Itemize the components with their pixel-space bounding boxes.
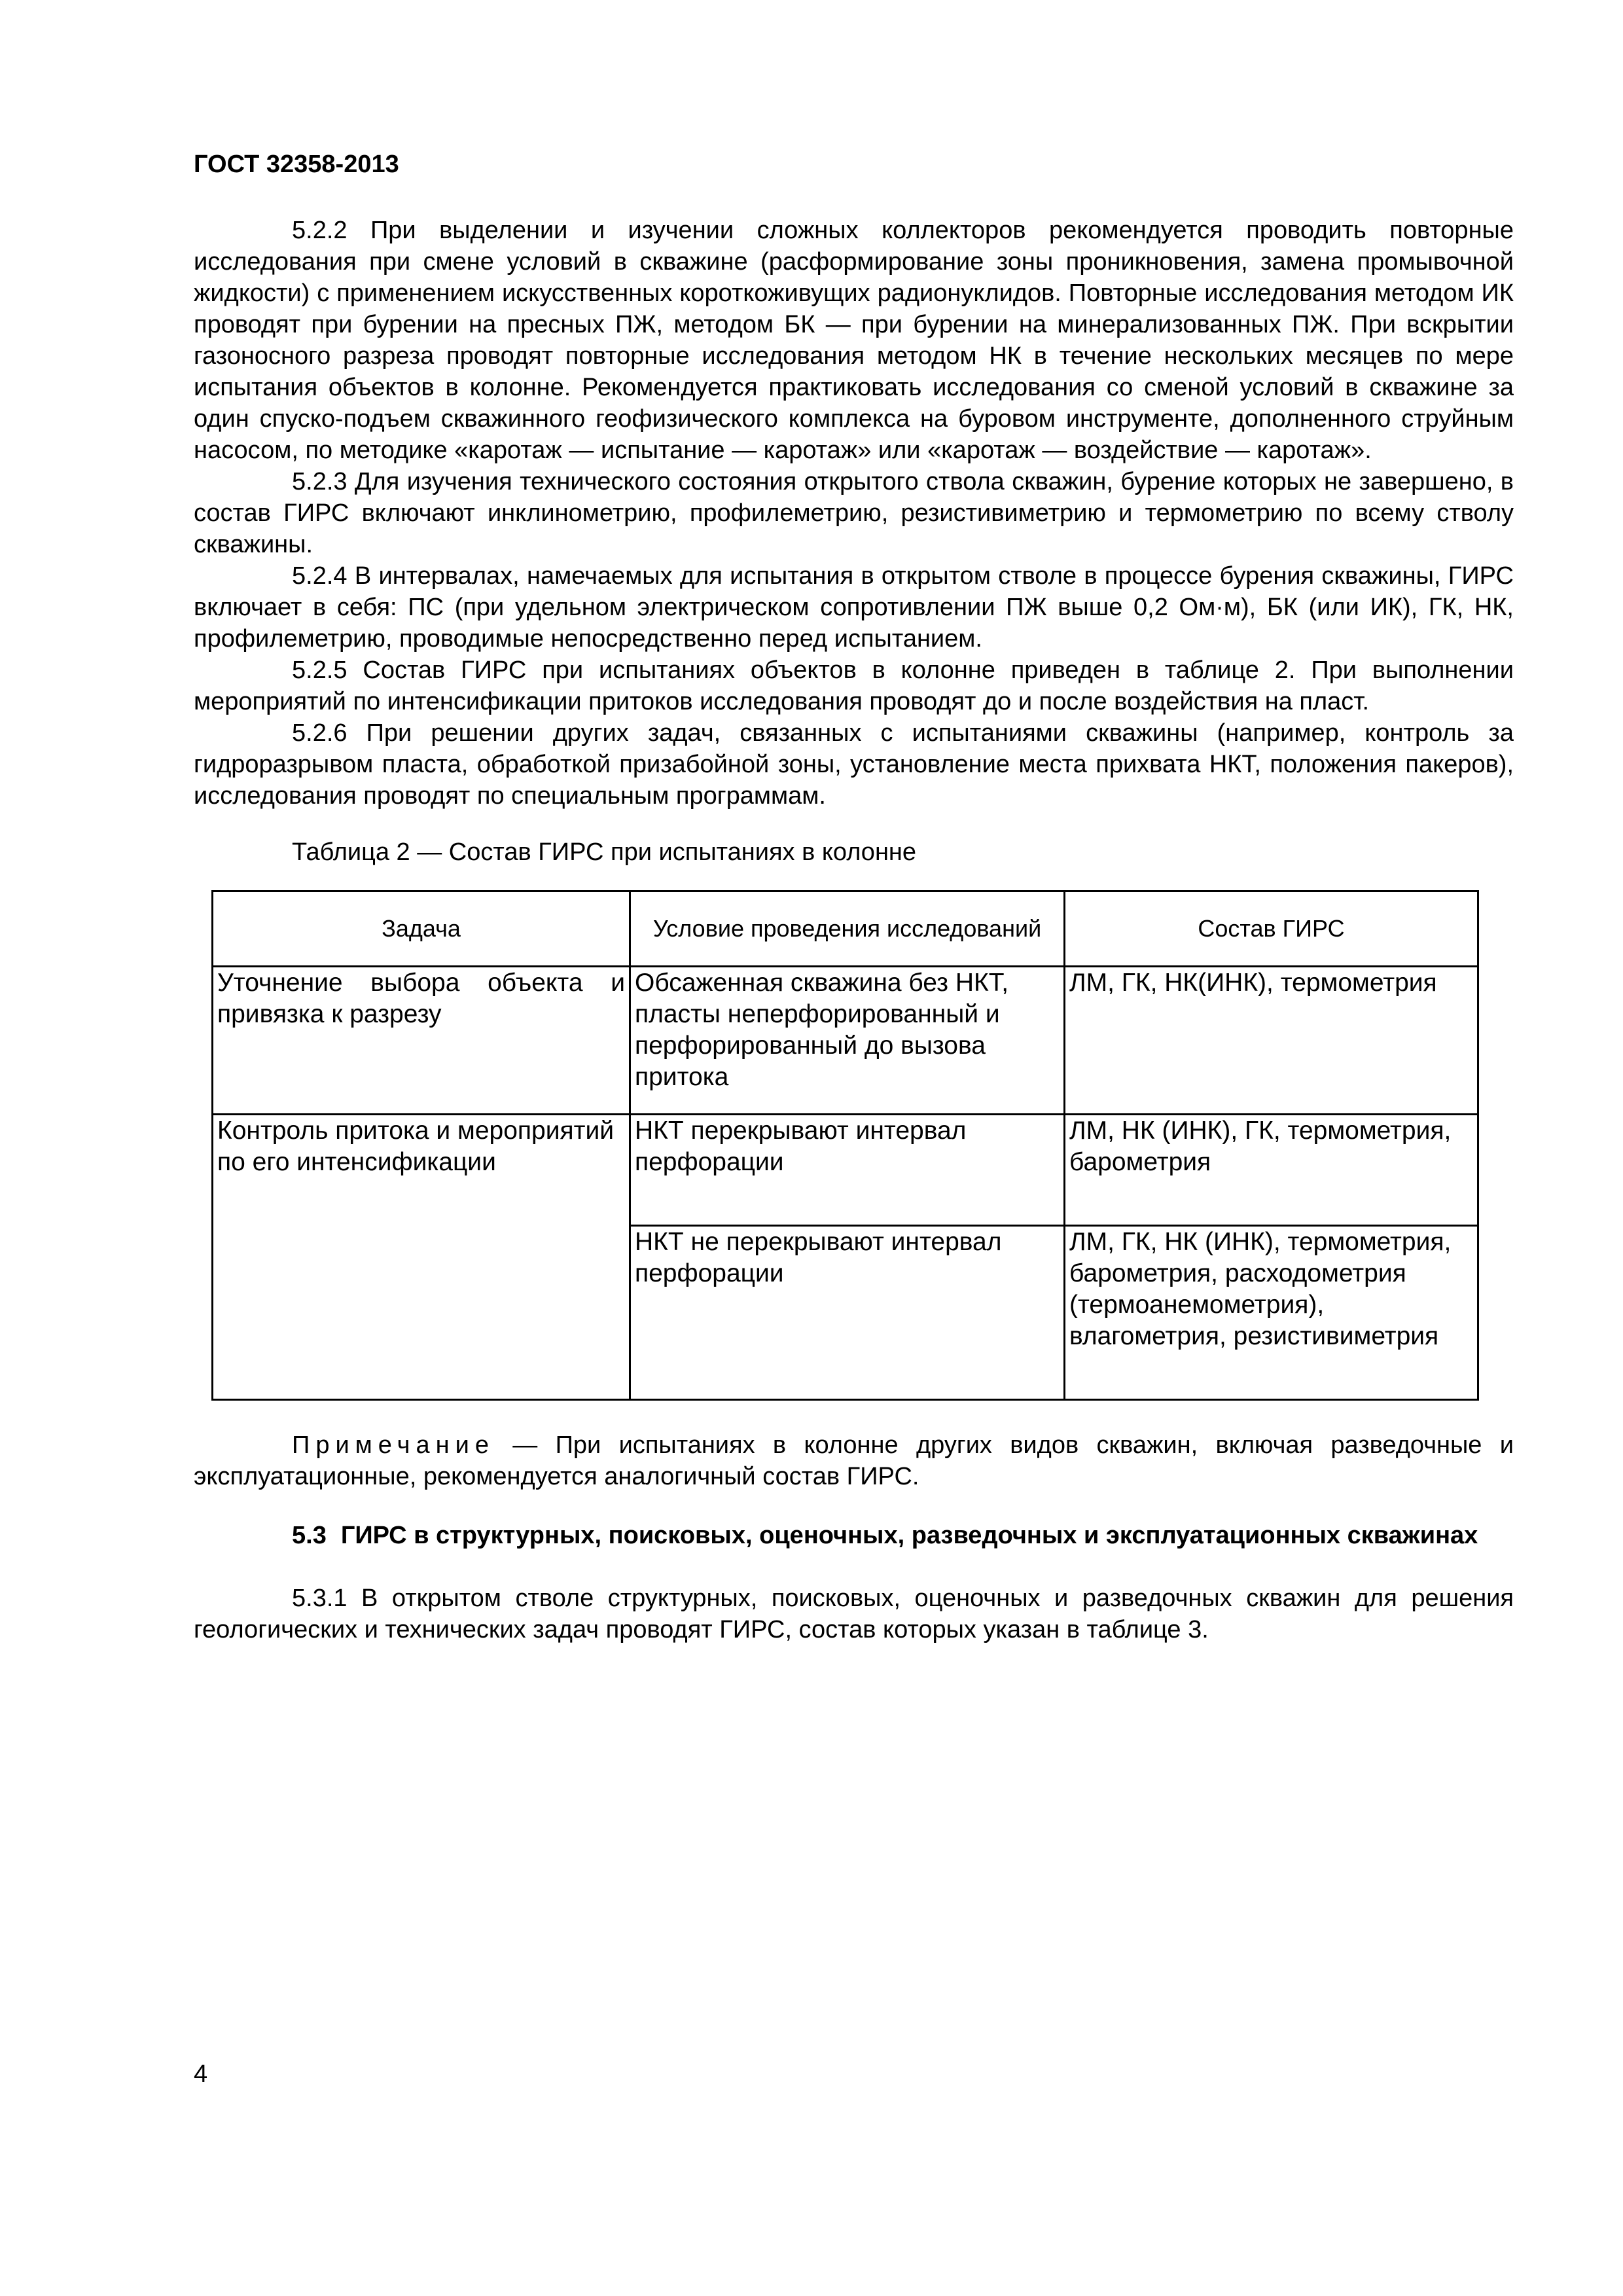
condition-cell: НКТ перекрывают интервал перфорации [630,1115,1065,1226]
condition-cell: НКТ не перекрывают интервал перфорации [630,1226,1065,1400]
section-heading [194,1520,1514,1551]
composition-cell: ЛМ, ГК, НК(ИНК), термометрия [1065,967,1478,1115]
composition-cell: ЛМ, НК (ИНК), ГК, термометрия, барометрия [1065,1115,1478,1226]
condition-cell: Обсаженная скважина без НКТ, пласты неперфорированный и перфорированный до вызова притока [630,967,1065,1115]
paragraph-5-2-2: 5.2.2 При выделении и изучении сложных коллекторов рекомендуется проводить повторные исследования при смене условий в скважине (расформирование зоны проникновения, замена промывочной жидкости) с применением искусственных короткоживущих радионуклидов. Повторные исследования методом ИК проводят при бурении на пресных ПЖ, методом БК — при бурении на минерализованных ПЖ. При вскрытии газоносного разреза проводят повторные исследования методом НК в течение нескольких месяцев по мере испытания объектов в колонне. Рекомендуется практиковать исследования со сменой условий в скважине за один спуско-подъем скважинного геофизического комплекса на буровом инструменте, дополненного струйным насосом, по методике «каротаж — испытание — каротаж» или «каротаж — воздействие — каротаж». [194,217,1514,464]
section-number: 5.3 [292,1522,327,1549]
table-caption: Таблица 2 — Состав ГИРС при испытаниях в колонне [292,838,917,866]
header-condition: Условие проведения исследований [630,891,1065,967]
paragraph-5-2-5: 5.2.5 Состав ГИРС при испытаниях объектов в колонне приведен в таблице 2. При выполнении мероприятий по интенсификации притоков исследования проводят до и после воздействия на пласт. [194,656,1514,715]
paragraph-5-2-3: 5.2.3 Для изучения технического состояния открытого ствола скважин, бурение которых не завершено, в состав ГИРС включают инклинометрию, профилеметрию, резистивиметрию и термометрию по всему стволу скважины. [194,468,1514,558]
table-note [194,1429,1514,1492]
gis-composition-table [211,890,1479,1401]
table-row [213,1115,1478,1226]
header-task: Задача [213,891,630,967]
paragraph-5-2-4: 5.2.4 В интервалах, намечаемых для испытания в открытом стволе в процессе бурения скважины, ГИРС включает в себя: ПС (при удельном электрическом сопротивлении ПЖ выше 0,2 Ом·м), БК (или ИК), ГК, НК, профилеметрию, проводимые непосредственно перед испытанием. [194,562,1514,653]
note-text: — При испытаниях в колонне других видов скважин, включая разведочные и эксплуатационные, рекомендуется аналогичный состав ГИРС. [194,1431,1514,1490]
note-label: Примечание [292,1431,495,1459]
task-cell: Уточнение выбора объекта и привязка к разрезу [213,967,630,1115]
body-text [194,215,1514,812]
composition-cell: ЛМ, ГК, НК (ИНК), термометрия, барометрия, расходометрия (термоанемометрия), влагометрия, резистивиметрия [1065,1226,1478,1400]
paragraph-5-2-6: 5.2.6 При решении других задач, связанных с испытаниями скважины (например, контроль за гидроразрывом пласта, обработкой призабойной зоны, установление места прихвата НКТ, положения пакеров), исследования проводят по специальным программам. [194,719,1514,810]
document-header: ГОСТ 32358-2013 [194,151,399,178]
paragraph-5-3-1: 5.3.1 В открытом стволе структурных, поисковых, оценочных и разведочных скважин для решения геологических и технических задач проводят ГИРС, состав которых указан в таблице 3. [194,1585,1514,1643]
table-header-row [213,891,1478,967]
header-composition: Состав ГИРС [1065,891,1478,967]
section-title: ГИРС в структурных, поисковых, оценочных, разведочных и эксплуатационных скважинах [340,1522,1478,1549]
page-number: 4 [194,2060,208,2088]
table-row [213,967,1478,1115]
task-cell: Контроль притока и мероприятий по его интенсификации [213,1115,630,1400]
